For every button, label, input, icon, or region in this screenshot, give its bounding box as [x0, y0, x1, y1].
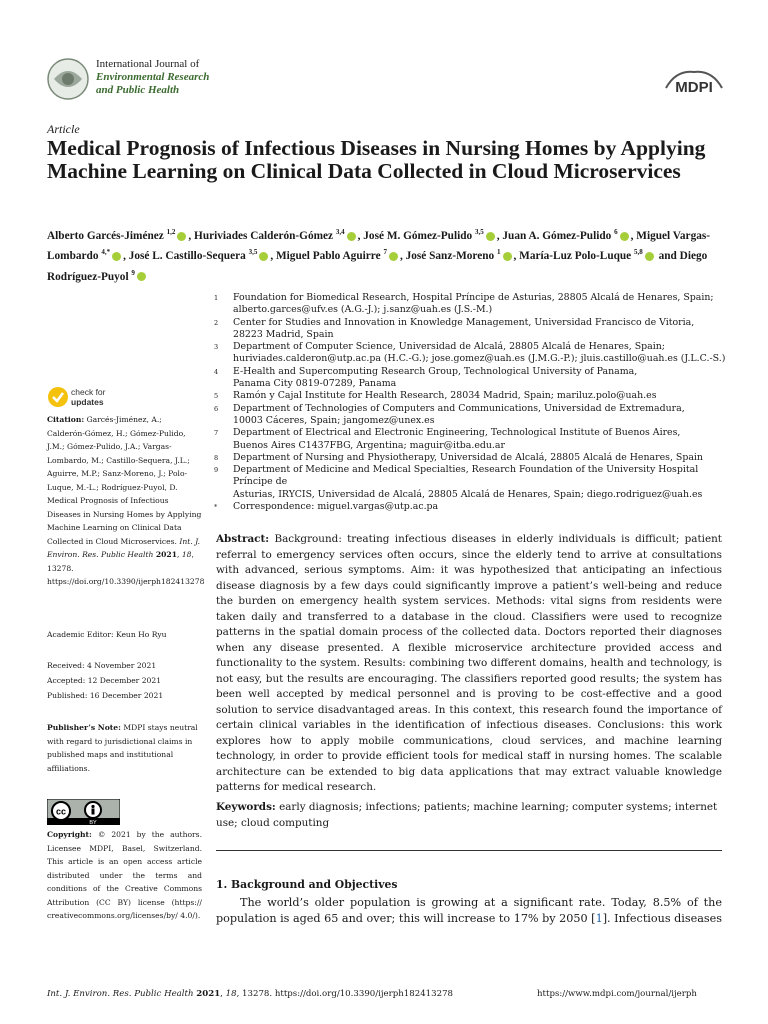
author-affiliation-marker: 1	[497, 248, 501, 257]
affiliation-text: Department of Nursing and Physiotherapy, Universidad de Alcalá, 28805 Alcalá de Henares, Spain	[233, 451, 703, 463]
publisher-note	[47, 721, 202, 775]
affiliation-text: E-Health and Supercomputing Research Group, Technological University of Panama,	[233, 365, 638, 377]
affiliation-line	[214, 489, 734, 501]
footer-journal: Int. J. Environ. Res. Public Health	[47, 989, 194, 999]
affiliation-line	[214, 317, 734, 329]
citation-doi[interactable]: 13278. https://doi.org/10.3390/ijerph182413278	[47, 563, 205, 586]
citation-text: Garcés-Jiménez, A.; Calderón-Gómez, H.; Gómez-Pulido, J.M.; Gómez-Pulido, J.A.; Vargas-Lombardo, M.; Castillo-Sequera, J.L.; Aguirre, M.P.; Sanz-Moreno, J.; Polo-Luque, M.-L.; Rodríguez-Puyol, D. Medical Prognosis of Infectious Diseases in Nursing Homes by Applying Machine Learning on Clinical Data Collected in Cloud Microservices.	[47, 415, 202, 546]
affiliation-text: Correspondence: miguel.vargas@utp.ac.pa	[233, 501, 439, 513]
orcid-icon[interactable]	[389, 252, 398, 261]
publisher-note-text: MDPI stays neutral with regard to jurisdictional claims in published maps and institutional affiliations.	[47, 723, 198, 773]
section-text-a: The world’s older population is growing at a significant rate. Today, 8.5% of the population is aged 65 and over; this will increase to 17% by 2050 [	[216, 896, 722, 925]
citation-journal: Int. J. Environ. Res. Public Health	[47, 536, 201, 559]
affiliation-line	[214, 353, 734, 365]
keywords	[216, 800, 722, 831]
affiliations	[214, 292, 734, 513]
orcid-icon[interactable]	[503, 252, 512, 261]
affiliation-line	[214, 366, 734, 378]
copyright-label: Copyright:	[47, 830, 92, 839]
orcid-icon[interactable]	[177, 232, 186, 241]
affiliation-text: 10003 Cáceres, Spain; jangomez@unex.es	[233, 414, 435, 426]
check-updates-badge[interactable]	[47, 386, 137, 408]
author-name: Alberto Garcés-Jiménez	[47, 229, 164, 242]
affiliation-number: 1	[214, 294, 219, 302]
orcid-icon[interactable]	[137, 272, 146, 281]
affiliation-line	[214, 427, 734, 439]
affiliation-number	[214, 489, 233, 501]
affiliation-line	[214, 501, 734, 513]
orcid-icon[interactable]	[347, 232, 356, 241]
academic-editor: Academic Editor: Keun Ho Ryu	[47, 630, 167, 639]
orcid-icon[interactable]	[259, 252, 268, 261]
affiliation-line	[214, 378, 734, 390]
footer-volume: 18	[225, 989, 237, 999]
author-affiliation-marker: 6	[614, 228, 618, 236]
author-affiliation-marker: 9	[131, 268, 135, 277]
footer-doi[interactable]: , 13278. https://doi.org/10.3390/ijerph182413278	[236, 989, 453, 999]
journal-name-line3: and Public Health	[96, 84, 180, 96]
affiliation-line	[214, 292, 734, 304]
author-name: Miguel Pablo Aguirre	[276, 250, 381, 263]
affiliation-text: Center for Studies and Innovation in Knowledge Management, Universidad Francisco de Vitoria,	[233, 316, 695, 328]
affiliation-number: 3	[214, 343, 219, 352]
citation-label: Citation:	[47, 415, 85, 424]
affiliation-line	[214, 304, 734, 316]
affiliation-text: Panama City 0819-07289, Panama	[233, 378, 397, 390]
affiliation-number	[214, 304, 233, 316]
section-heading: 1. Background and Objectives	[216, 878, 398, 891]
check-updates-line2: updates	[71, 397, 104, 407]
svg-text:BY: BY	[89, 820, 97, 825]
affiliation-number: 9	[214, 466, 219, 475]
citation-block: Citation: Garcés-Jiménez, A.; Calderón-Gómez, H.; Gómez-Pulido, J.M.; Gómez-Pulido, J.A.; Vargas-Lombardo, M.; Castillo-Sequera, J.L.; Aguirre, M.P.; Sanz-Moreno, J.; Polo-Luque, M.-L.; Rodríguez-Puyol, D. Medical Prognosis of Infectious Diseases in Nursing Homes by Applying Machine Learning on Clinical Data Collected in Cloud Microservices. Int. J. Environ. Res. Public Health 2021, 18, 13278. https://doi.org/10.3390/ijerph182413278	[47, 415, 205, 586]
orcid-icon[interactable]	[112, 252, 121, 261]
paper-title: Medical Prognosis of Infectious Diseases in Nursing Homes by Applying Machine Learning on Clinical Data Collected in Cloud Microservices	[47, 136, 706, 183]
publisher-note-label: Publisher’s Note:	[47, 723, 121, 732]
author-name: Juan A. Gómez-Pulido	[502, 229, 612, 242]
section-divider	[216, 850, 722, 851]
affiliation-text: Foundation for Biomedical Research, Hospital Príncipe de Asturias, 28805 Alcalá de Henares, Spain;	[233, 292, 714, 303]
check-updates-icon	[47, 386, 69, 408]
abstract	[216, 532, 722, 796]
section-text-b: ]. Infectious diseases	[602, 911, 723, 925]
affiliation-text: Department of Medicine and Medical Specialties, Research Foundation of the University Hospital Príncipe de	[233, 464, 699, 488]
svg-text:cc: cc	[55, 806, 67, 817]
date-accepted: Accepted: 12 December 2021	[47, 676, 162, 685]
author-affiliation-marker: 5,8	[634, 248, 643, 257]
keywords-label: Keywords:	[216, 801, 276, 813]
affiliation-line	[214, 341, 734, 353]
affiliation-number	[214, 440, 233, 452]
affiliation-number	[214, 415, 233, 427]
affiliation-number: 4	[214, 367, 219, 376]
footer-journal-url[interactable]: https://www.mdpi.com/journal/ijerph	[537, 989, 697, 999]
affiliation-line	[214, 403, 734, 415]
journal-name-line2: Environmental Research	[96, 71, 210, 83]
affiliation-number: 7	[214, 429, 219, 438]
footer-year: 2021	[196, 989, 221, 999]
journal-logo-icon	[46, 57, 90, 101]
cc-by-license-icon[interactable]	[47, 799, 120, 825]
author-affiliation-marker: 3,5	[474, 228, 484, 236]
author-affiliation-marker: 4,*	[101, 248, 111, 257]
reference-link[interactable]: 1	[595, 911, 603, 925]
orcid-icon[interactable]	[645, 252, 654, 261]
footer-citation: Int. J. Environ. Res. Public Health 2021, 18, 13278. https://doi.org/10.3390/ijerph182413278	[47, 989, 453, 999]
author-affiliation-marker: 1,2	[166, 228, 176, 236]
affiliation-text: Department of Technologies of Computers and Communications, Universidad de Extremadura,	[233, 402, 685, 414]
author-name: José M. Gómez-Pulido	[363, 229, 473, 242]
affiliation-number: 2	[214, 318, 219, 327]
check-updates-line1: check for	[71, 387, 106, 397]
abstract-text: Background: treating infectious diseases in elderly individuals is difficult; patient referral to emergency services often occurs, since the elderly tend to arrive at consultations with advanced, serious symptoms. Aim: it was hypothesized that anticipating an infectious disease diagnosis by a few days could significantly improve a patient’s well-being and reduce the burden on emergency health system services. Methods: vital signs from residents were taken daily and transferred to a database in the cloud. Classifiers were used to recognize patterns in the spatial domain process of the collected data. Doctors reported their diagnoses when any disease presented. A flexible microservice architecture provided access and functionality to the system. Results: combining two different domains, health and technology, is not easy, but the results are encouraging. The classifiers reported good results; the system has been well accepted by medical personnel and is proving to be cost-effective and a good solution to service disadvantaged areas. In this context, this research found the importance of certain clinical variables in the identification of infectious diseases. Conclusions: this work explores how to apply mobile communications, cloud services, and machine learning technology, in order to provide efficient tools for medical staff in nursing homes. The scalable architecture can be extended to big data applications that may extract valuable knowledge patterns for medical research.	[216, 533, 722, 793]
author-list: Alberto Garcés-Jiménez $^{1,2}$ , Huriviades Calderón-Gómez $^{3,4}$ , José M. Gómez-Pulido $^{3,5}$ , Juan A. Gómez-Pulido $^6$ , Miguel Vargas-Lombardo $^{4,*}$ , José L. Castillo-Sequera $^{3,5}$ , Miguel Pablo Aguirre $^7$ , José Sanz-Moreno $^1$ , María-Luz Polo-Luque $^{5,8}$ and Diego Rodríguez-Puyol $^9$	[47, 228, 711, 283]
affiliation-text: 28223 Madrid, Spain	[233, 328, 334, 340]
affiliation-line	[214, 440, 734, 452]
author-name: José Sanz-Moreno	[405, 250, 495, 263]
journal-name-line1: International Journal of	[96, 58, 200, 70]
article-type: Article	[47, 122, 80, 136]
affiliation-number	[214, 353, 233, 365]
affiliation-line	[214, 464, 734, 489]
author-affiliation-marker: 3,5	[248, 248, 258, 257]
mdpi-logo-text: MDPI	[675, 79, 713, 96]
affiliation-text: Ramón y Cajal Institute for Health Research, 28034 Madrid, Spain; mariluz.polo@uah.es	[233, 390, 657, 402]
affiliation-line	[214, 329, 734, 341]
author-affiliation-marker: 3,4	[335, 228, 345, 236]
affiliation-text: alberto.garces@ufv.es (A.G.-J.); j.sanz@uah.es (J.S.-M.)	[233, 304, 493, 316]
affiliation-number: 8	[214, 453, 219, 462]
author-name: Huriviades Calderón-Gómez	[194, 229, 334, 242]
affiliation-number: 5	[214, 392, 219, 401]
affiliation-number: 6	[214, 404, 219, 413]
affiliation-text: Department of Computer Science, Universidad de Alcalá, 28805 Alcalá de Henares, Spain;	[233, 341, 665, 353]
section-body	[216, 895, 722, 926]
affiliation-line	[214, 415, 734, 427]
affiliation-line	[214, 390, 734, 402]
date-received: Received: 4 November 2021	[47, 661, 157, 670]
author-name: Miguel Vargas-Lombardo	[47, 229, 711, 263]
affiliation-text: Department of Electrical and Electronic Engineering, Technological Institute of Buenos Aires,	[233, 427, 681, 439]
copyright-block	[47, 828, 202, 923]
affiliation-number: *	[214, 503, 218, 512]
abstract-label: Abstract:	[216, 533, 270, 545]
journal-name	[96, 58, 209, 97]
author-affiliation-marker: 7	[383, 248, 387, 257]
citation-volume: 18	[181, 550, 192, 559]
orcid-icon[interactable]	[620, 232, 629, 241]
orcid-icon[interactable]	[486, 232, 495, 241]
citation-year: 2021	[155, 550, 177, 559]
affiliation-text: huriviades.calderon@utp.ac.pa (H.C.-G.); jose.gomez@uah.es (J.M.G.-P.); jluis.castillo@uah.es (J.L.C.-S.)	[233, 353, 726, 365]
affiliation-number	[214, 329, 233, 341]
affiliation-number	[214, 378, 233, 390]
author-name: Diego Rodríguez-Puyol	[47, 250, 708, 283]
copyright-text: © 2021 by the authors. Licensee MDPI, Basel, Switzerland. This article is an open access article distributed under the terms and conditions of the Creative Commons Attribution (CC BY) license (https:// creativecommons.org/licenses/by/ 4.0/).	[47, 830, 202, 920]
date-published: Published: 16 December 2021	[47, 691, 164, 700]
affiliation-text: Buenos Aires C1437FBG, Argentina; maguir@itba.edu.ar	[233, 439, 505, 451]
author-name: José L. Castillo-Sequera	[128, 250, 246, 263]
keywords-text: early diagnosis; infections; patients; machine learning; computer systems; internet use; cloud computing	[216, 801, 718, 829]
author-name: María-Luz Polo-Luque	[519, 250, 632, 263]
mdpi-logo-icon	[664, 68, 724, 96]
affiliation-line	[214, 452, 734, 464]
affiliation-text: Asturias, IRYCIS, Universidad de Alcalá, 28805 Alcalá de Henares, Spain; diego.rodriguez@uah.es	[233, 488, 703, 500]
